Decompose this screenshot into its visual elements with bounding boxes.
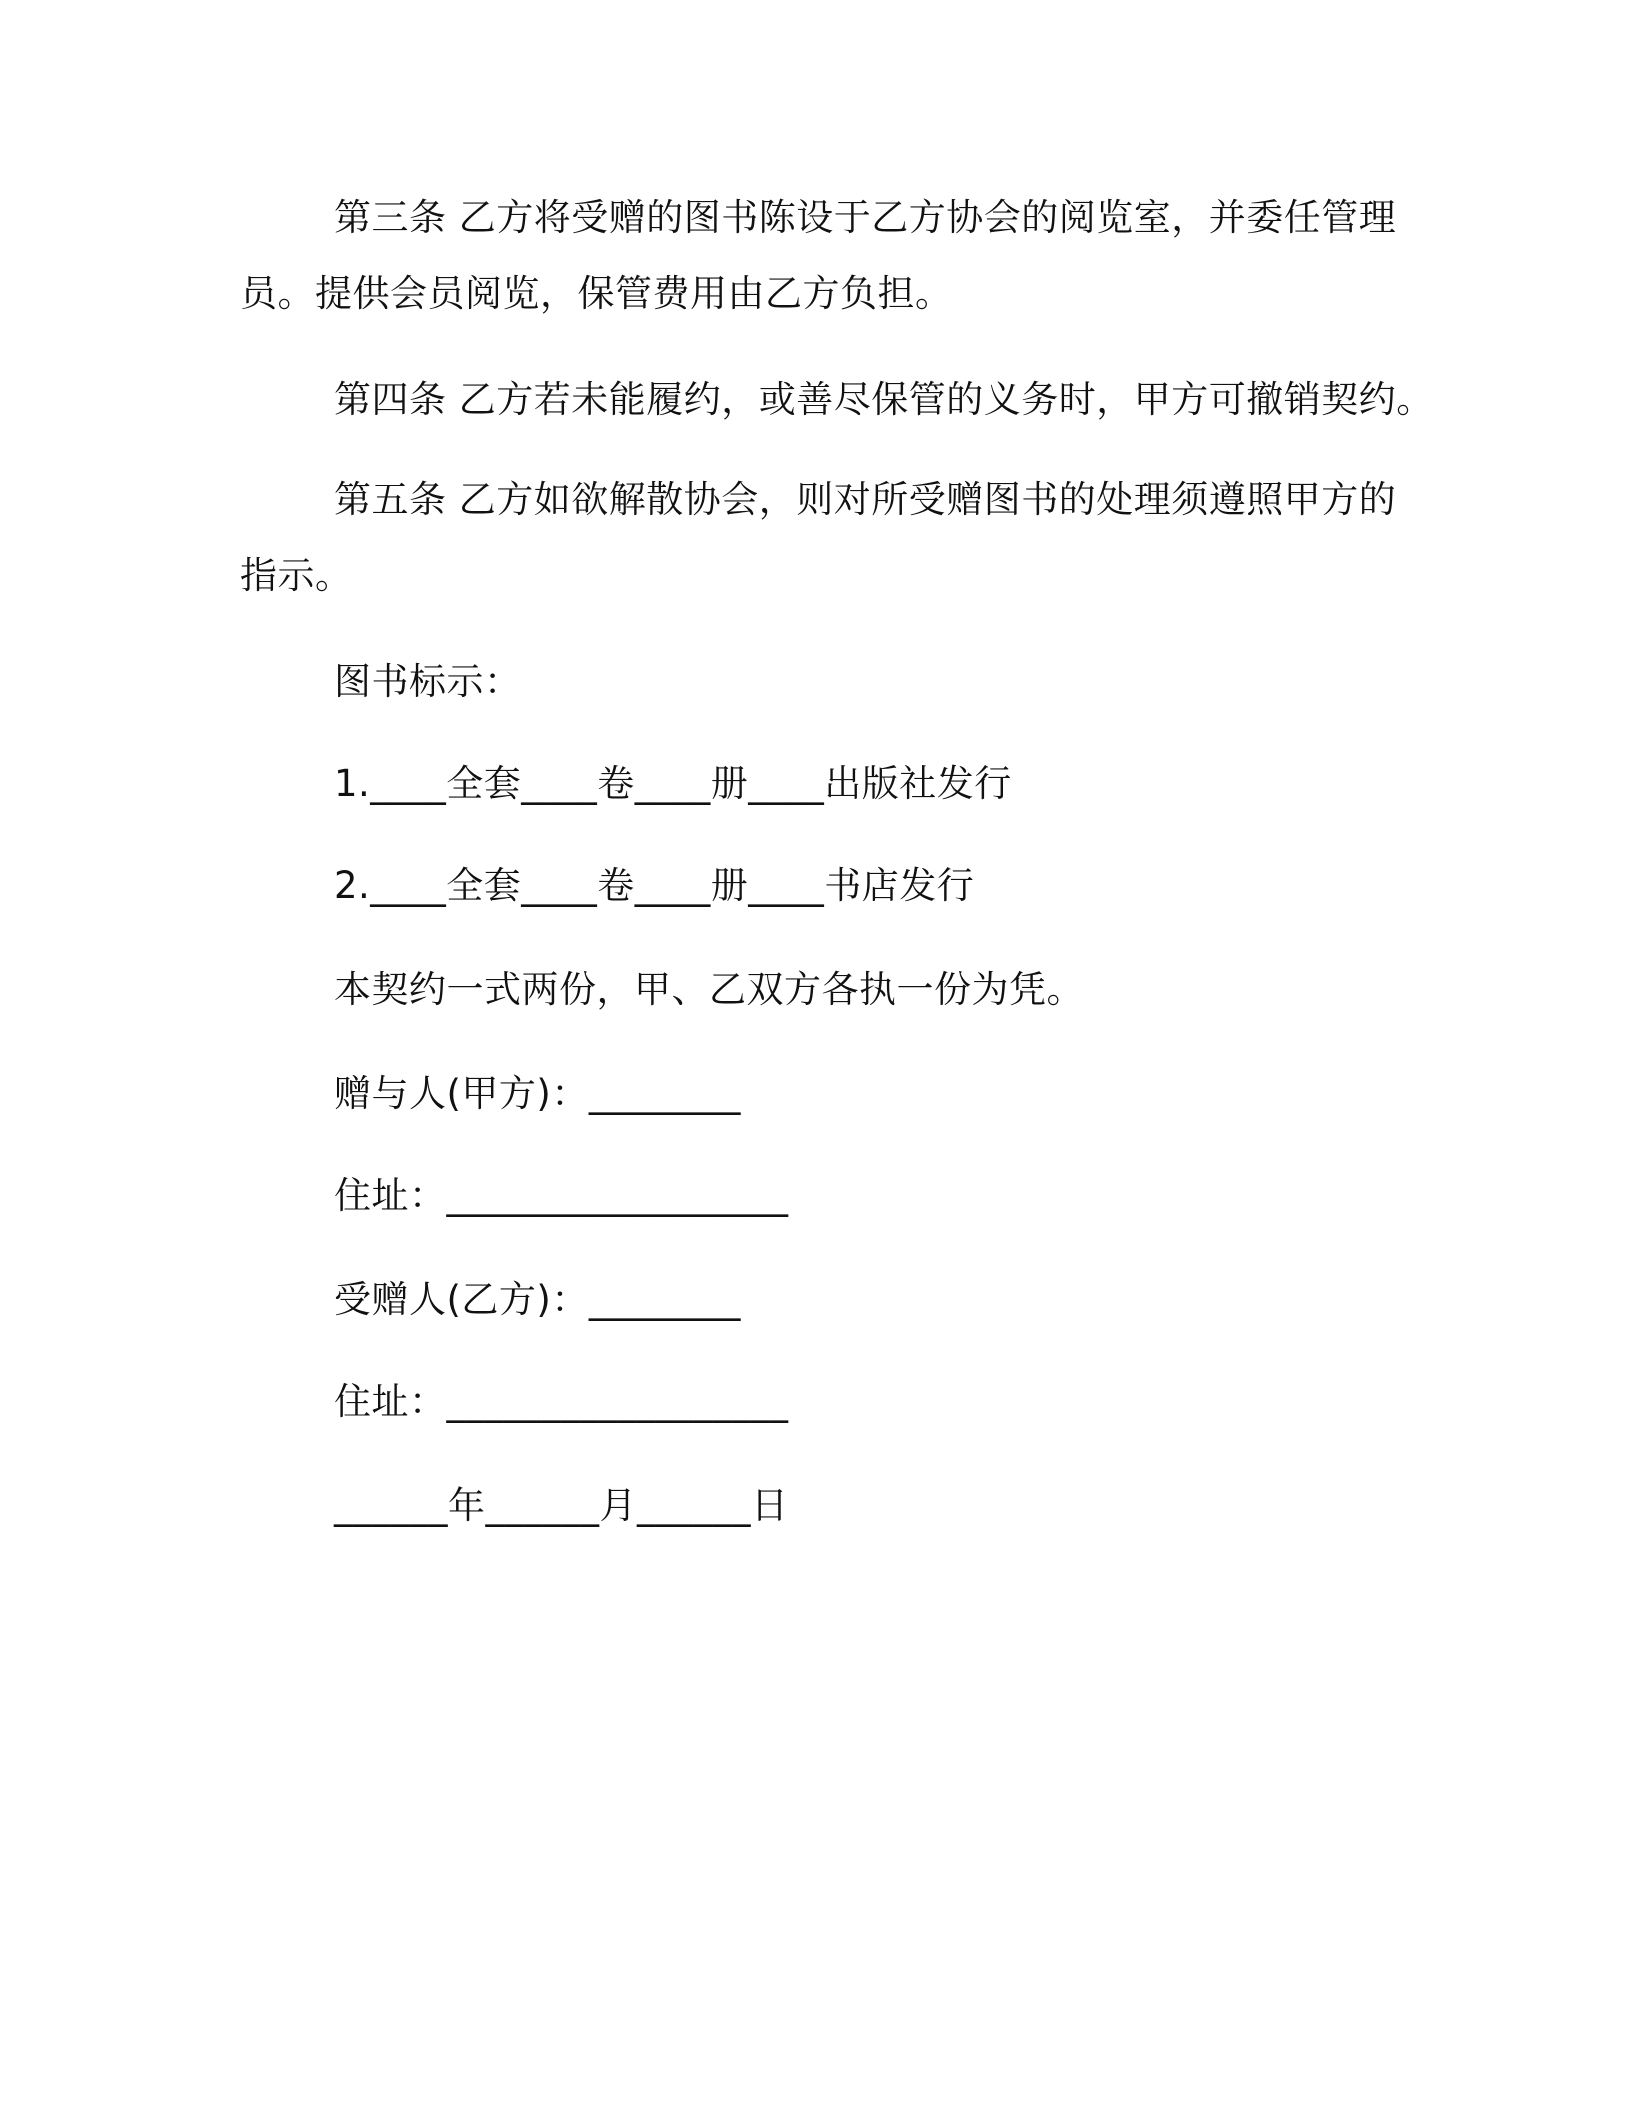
article-5-line-1: 第五条 乙方如欲解散协会，则对所受赠图书的处理须遵照甲方的: [334, 478, 1397, 521]
article-4-line-1: 第四条 乙方若未能履约，或善尽保管的义务时，甲方可撤销契约。: [334, 378, 1434, 421]
donee-address-line: 住址：__________________: [334, 1380, 789, 1423]
donor-address-line: 住址：__________________: [334, 1174, 789, 1217]
date-line: ______年______月______日: [334, 1484, 789, 1527]
article-5-line-2: 指示。: [240, 554, 353, 597]
book-label: 图书标示：: [334, 660, 522, 703]
article-3-line-1: 第三条 乙方将受赠的图书陈设于乙方协会的阅览室，并委任管理: [334, 196, 1397, 239]
book-item-1: 1.____全套____卷____册____出版社发行: [334, 762, 1012, 805]
donor-signature-line: 赠与人(甲方)：________: [334, 1072, 741, 1115]
copies-statement: 本契约一式两份，甲、乙双方各执一份为凭。: [334, 968, 1084, 1011]
article-3-line-2: 员。提供会员阅览，保管费用由乙方负担。: [240, 272, 953, 315]
book-item-2: 2.____全套____卷____册____书店发行: [334, 864, 975, 907]
donee-signature-line: 受赠人(乙方)：________: [334, 1278, 741, 1321]
